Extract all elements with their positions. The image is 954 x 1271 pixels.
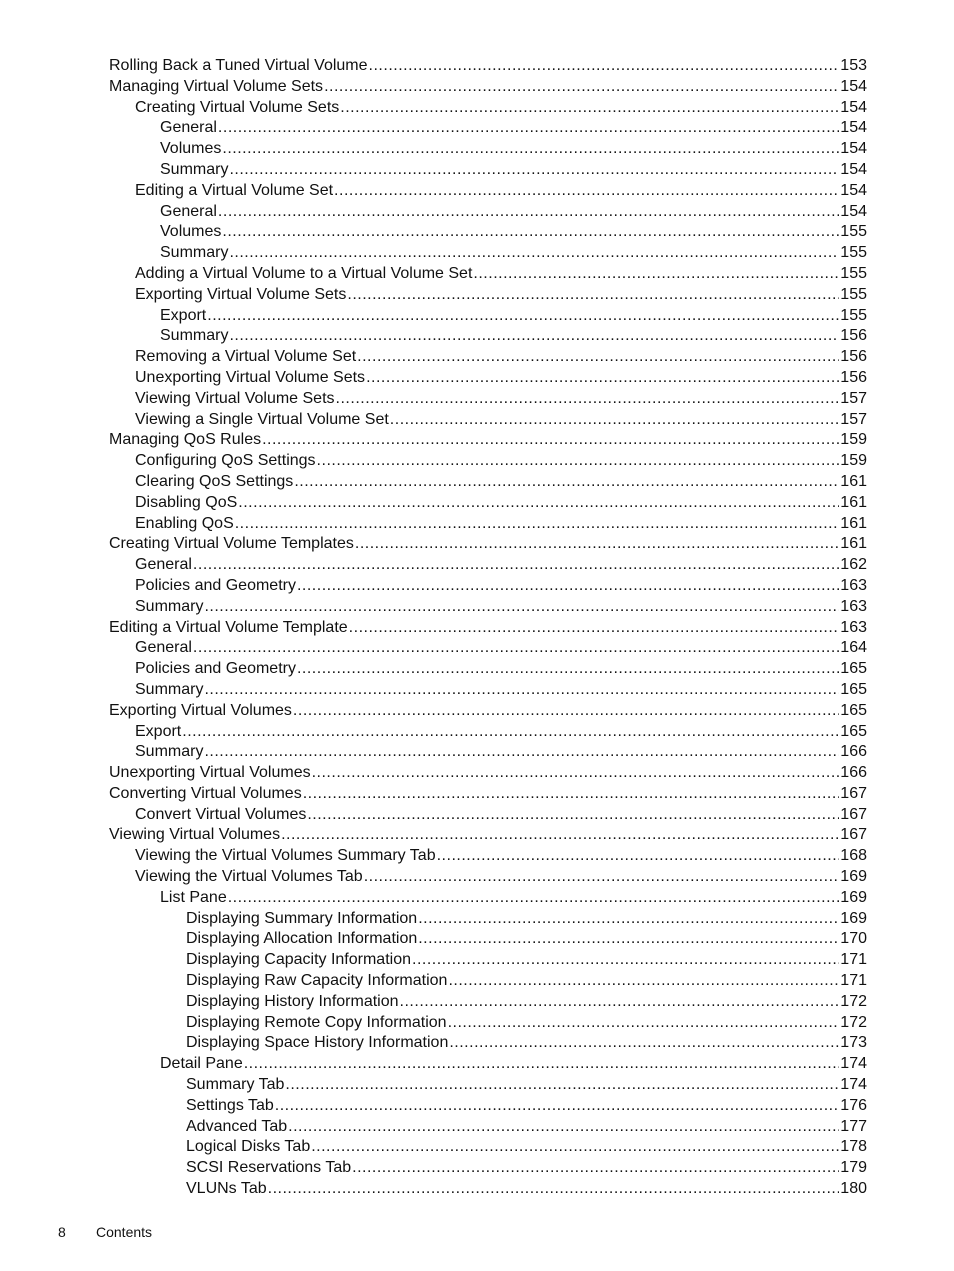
toc-dot-leader [307, 805, 839, 826]
toc-entry[interactable] [109, 576, 867, 597]
toc-entry-page-number: 165 [840, 680, 867, 698]
toc-entry[interactable] [109, 825, 867, 846]
toc-entry[interactable] [109, 805, 867, 826]
toc-dot-leader [222, 222, 839, 243]
toc-entry[interactable] [109, 389, 867, 410]
toc-entry-title: Convert Virtual Volumes [135, 805, 307, 823]
toc-entry[interactable] [109, 555, 867, 576]
toc-entry[interactable] [109, 118, 867, 139]
toc-entry-title: Unexporting Virtual Volumes [109, 764, 311, 782]
toc-entry[interactable] [109, 347, 867, 368]
toc-entry-title: General [160, 119, 217, 137]
toc-entry-page-number: 154 [840, 98, 867, 116]
toc-entry[interactable] [109, 1137, 867, 1158]
toc-entry-page-number: 159 [840, 452, 867, 470]
toc-entry-page-number: 172 [840, 1013, 867, 1031]
toc-entry-page-number: 163 [840, 618, 867, 636]
toc-entry[interactable] [109, 139, 867, 160]
toc-dot-leader [364, 867, 840, 888]
toc-entry[interactable] [109, 1075, 867, 1096]
toc-entry[interactable] [109, 326, 867, 347]
toc-dot-leader [357, 347, 839, 368]
toc-entry-page-number: 161 [840, 535, 867, 553]
toc-entry[interactable] [109, 618, 867, 639]
toc-entry-title: Volumes [160, 140, 222, 158]
toc-dot-leader [412, 950, 839, 971]
toc-entry-title: Summary [160, 327, 229, 345]
toc-entry[interactable] [109, 597, 867, 618]
toc-dot-leader [204, 680, 839, 701]
toc-entry-title: Creating Virtual Volume Templates [109, 535, 354, 553]
toc-entry[interactable] [109, 410, 867, 431]
toc-entry-title: Disabling QoS [135, 493, 238, 511]
toc-entry-title: Summary [160, 160, 229, 178]
toc-entry-title: Viewing the Virtual Volumes Tab [135, 868, 363, 886]
toc-entry-page-number: 173 [840, 1034, 867, 1052]
footer-page-number: 8 [58, 1224, 66, 1240]
toc-dot-leader [218, 118, 839, 139]
toc-entry-page-number: 163 [840, 576, 867, 594]
toc-entry[interactable] [109, 368, 867, 389]
toc-dot-leader [222, 139, 839, 160]
toc-entry[interactable] [109, 181, 867, 202]
toc-entry-page-number: 155 [840, 306, 867, 324]
toc-entry[interactable] [109, 285, 867, 306]
toc-entry-page-number: 155 [840, 285, 867, 303]
toc-entry-page-number: 153 [840, 57, 867, 74]
toc-dot-leader [473, 264, 839, 285]
toc-entry[interactable] [109, 950, 867, 971]
toc-entry[interactable] [109, 306, 867, 327]
toc-dot-leader [285, 1075, 839, 1096]
toc-dot-leader [340, 98, 839, 119]
toc-entry-page-number: 155 [840, 223, 867, 241]
toc-dot-leader [229, 243, 839, 264]
toc-entry[interactable] [109, 638, 867, 659]
toc-entry-title: Managing QoS Rules [109, 431, 262, 449]
toc-dot-leader [400, 992, 840, 1013]
toc-entry-page-number: 167 [840, 826, 867, 844]
toc-entry-page-number: 167 [840, 784, 867, 802]
toc-dot-leader [336, 389, 840, 410]
toc-entry-page-number: 169 [840, 868, 867, 886]
toc-entry-page-number: 171 [840, 972, 867, 990]
toc-entry-page-number: 165 [840, 701, 867, 719]
toc-entry[interactable] [109, 1158, 867, 1179]
toc-entry-page-number: 154 [840, 77, 867, 95]
toc-entry-page-number: 161 [840, 514, 867, 532]
toc-entry-page-number: 179 [840, 1159, 867, 1177]
toc-entry-title: Adding a Virtual Volume to a Virtual Volume Set [135, 264, 473, 282]
toc-entry-page-number: 154 [840, 181, 867, 199]
toc-entry-page-number: 165 [840, 722, 867, 740]
toc-entry[interactable] [109, 493, 867, 514]
toc-dot-leader [297, 659, 839, 680]
toc-entry-page-number: 174 [840, 1076, 867, 1094]
toc-entry-page-number: 172 [840, 992, 867, 1010]
toc-dot-leader [288, 1117, 839, 1138]
toc-entry-page-number: 170 [840, 930, 867, 948]
toc-entry-title: Configuring QoS Settings [135, 452, 316, 470]
toc-entry-title: Displaying Raw Capacity Information [186, 972, 448, 990]
toc-entry[interactable] [109, 1054, 867, 1075]
toc-entry-title: Displaying Capacity Information [186, 951, 411, 969]
toc-entry-title: Managing Virtual Volume Sets [109, 77, 324, 95]
toc-entry-page-number: 168 [840, 847, 867, 865]
toc-dot-leader [238, 493, 839, 514]
toc-entry[interactable] [109, 784, 867, 805]
toc-entry[interactable] [109, 992, 867, 1013]
toc-entry-title: Viewing Virtual Volume Sets [135, 389, 335, 407]
toc-dot-leader [448, 1013, 840, 1034]
toc-entry-page-number: 169 [840, 888, 867, 906]
toc-entry[interactable] [109, 701, 867, 722]
toc-entry[interactable] [109, 264, 867, 285]
toc-entry-title: Displaying Summary Information [186, 909, 418, 927]
toc-entry[interactable] [109, 742, 867, 763]
toc-entry[interactable] [109, 888, 867, 909]
toc-entry-title: Enabling QoS [135, 514, 234, 532]
toc-dot-leader [193, 555, 839, 576]
toc-dot-leader [275, 1096, 840, 1117]
toc-entry[interactable] [109, 514, 867, 535]
toc-entry-title: Advanced Tab [186, 1117, 288, 1135]
toc-entry-page-number: 155 [840, 264, 867, 282]
toc-entry[interactable] [109, 160, 867, 181]
toc-entry-page-number: 155 [840, 244, 867, 262]
toc-entry-page-number: 161 [840, 493, 867, 511]
toc-entry-title: General [135, 639, 192, 657]
toc-entry-title: Displaying Remote Copy Information [186, 1013, 447, 1031]
toc-dot-leader [355, 534, 839, 555]
toc-entry[interactable] [109, 909, 867, 930]
toc-entry-title: Viewing Virtual Volumes [109, 826, 281, 844]
toc-dot-leader [349, 618, 840, 639]
toc-entry-title: Displaying History Information [186, 992, 399, 1010]
toc-entry-page-number: 163 [840, 597, 867, 615]
toc-dot-leader [235, 514, 840, 535]
toc-dot-leader [182, 722, 839, 743]
toc-entry-page-number: 164 [840, 639, 867, 657]
toc-entry-title: Rolling Back a Tuned Virtual Volume [109, 57, 368, 74]
toc-entry-title: Converting Virtual Volumes [109, 784, 302, 802]
toc-dot-leader [268, 1179, 840, 1200]
toc-dot-leader [244, 1054, 840, 1075]
toc-entry-title: Policies and Geometry [135, 576, 296, 594]
toc-entry-title: Editing a Virtual Volume Set [135, 181, 334, 199]
toc-dot-leader [347, 285, 839, 306]
toc-dot-leader [262, 430, 839, 451]
toc-dot-leader [303, 784, 840, 805]
toc-entry[interactable] [109, 222, 867, 243]
toc-entry[interactable] [109, 846, 867, 867]
toc-entry-page-number: 157 [840, 410, 867, 428]
toc-dot-leader [324, 77, 839, 98]
toc-entry-page-number: 178 [840, 1138, 867, 1156]
toc-dot-leader [449, 1033, 839, 1054]
toc-entry-page-number: 177 [840, 1117, 867, 1135]
toc-dot-leader [204, 597, 839, 618]
toc-entry-title: Displaying Allocation Information [186, 930, 418, 948]
toc-entry-title: Exporting Virtual Volumes [109, 701, 292, 719]
toc-entry-title: Logical Disks Tab [186, 1138, 311, 1156]
toc-entry-title: List Pane [160, 888, 227, 906]
toc-entry[interactable] [109, 680, 867, 701]
toc-entry[interactable] [109, 1117, 867, 1138]
toc-entry-page-number: 154 [840, 202, 867, 220]
toc-entry-page-number: 166 [840, 743, 867, 761]
toc-entry-page-number: 167 [840, 805, 867, 823]
toc-entry[interactable] [109, 867, 867, 888]
toc-entry-title: General [135, 556, 192, 574]
toc-entry-title: Unexporting Virtual Volume Sets [135, 368, 366, 386]
toc-entry[interactable] [109, 1179, 867, 1200]
toc-entry-title: Policies and Geometry [135, 660, 296, 678]
toc-dot-leader [369, 56, 840, 77]
toc-entry[interactable] [109, 929, 867, 950]
toc-entry-page-number: 165 [840, 660, 867, 678]
toc-entry[interactable] [109, 971, 867, 992]
toc-entry[interactable] [109, 243, 867, 264]
toc-entry-title: Creating Virtual Volume Sets [135, 98, 340, 116]
toc-entry-page-number: 156 [840, 348, 867, 366]
toc-entry-page-number: 154 [840, 160, 867, 178]
toc-dot-leader [334, 181, 839, 202]
toc-entry[interactable] [109, 1033, 867, 1054]
toc-dot-leader [437, 846, 840, 867]
toc-dot-leader [390, 410, 840, 431]
toc-entry-page-number: 157 [840, 389, 867, 407]
toc-dot-leader [418, 909, 839, 930]
toc-dot-leader [448, 971, 839, 992]
toc-entry[interactable] [109, 202, 867, 223]
toc-dot-leader [293, 701, 839, 722]
toc-dot-leader [352, 1158, 839, 1179]
toc-entry-title: General [160, 202, 217, 220]
toc-entry[interactable] [109, 1096, 867, 1117]
toc-entry-title: Summary Tab [186, 1076, 285, 1094]
toc-entry-title: Export [135, 722, 182, 740]
toc-entry-page-number: 166 [840, 764, 867, 782]
toc-entry[interactable] [109, 430, 867, 451]
toc-entry-title: Exporting Virtual Volume Sets [135, 285, 347, 303]
toc-entry[interactable] [109, 98, 867, 119]
toc-entry-title: Viewing the Virtual Volumes Summary Tab [135, 847, 436, 865]
toc-entry[interactable] [109, 77, 867, 98]
toc-entry-title: Displaying Space History Information [186, 1034, 449, 1052]
toc-entry-page-number: 176 [840, 1096, 867, 1114]
toc-entry-title: Export [160, 306, 207, 324]
toc-dot-leader [366, 368, 839, 389]
toc-entry[interactable] [109, 451, 867, 472]
toc-entry-title: Editing a Virtual Volume Template [109, 618, 348, 636]
toc-dot-leader [218, 202, 839, 223]
toc-dot-leader [207, 306, 839, 327]
toc-entry-page-number: 169 [840, 909, 867, 927]
toc-entry-page-number: 162 [840, 556, 867, 574]
toc-dot-leader [294, 472, 839, 493]
toc-entry-title: Viewing a Single Virtual Volume Set [135, 410, 389, 428]
toc-entry-page-number: 159 [840, 431, 867, 449]
toc-entry-page-number: 180 [840, 1180, 867, 1198]
toc-entry-title: SCSI Reservations Tab [186, 1159, 352, 1177]
toc-dot-leader [281, 825, 839, 846]
toc-entry-title: Summary [160, 244, 229, 262]
toc-entry-page-number: 161 [840, 472, 867, 490]
toc-dot-leader [312, 763, 840, 784]
toc-entry-title: Detail Pane [160, 1055, 243, 1073]
toc-dot-leader [311, 1137, 839, 1158]
toc-entry-page-number: 171 [840, 951, 867, 969]
toc-dot-leader [229, 160, 839, 181]
toc-entry-title: Settings Tab [186, 1096, 274, 1114]
toc-entry[interactable] [109, 722, 867, 743]
toc-entry-page-number: 154 [840, 140, 867, 158]
toc-entry-page-number: 156 [840, 327, 867, 345]
toc-entry-title: Volumes [160, 223, 222, 241]
toc-entry[interactable] [109, 534, 867, 555]
toc-dot-leader [229, 326, 839, 347]
toc-entry-title: Clearing QoS Settings [135, 472, 294, 490]
toc-entry[interactable] [109, 56, 867, 77]
toc-entry[interactable] [109, 659, 867, 680]
toc-entry-page-number: 156 [840, 368, 867, 386]
toc-entry-title: Removing a Virtual Volume Set [135, 348, 357, 366]
toc-dot-leader [228, 888, 840, 909]
toc-dot-leader [204, 742, 839, 763]
toc-entry-title: Summary [135, 680, 204, 698]
toc-entry-page-number: 174 [840, 1055, 867, 1073]
toc-dot-leader [193, 638, 839, 659]
toc-dot-leader [418, 929, 839, 950]
table-of-contents [109, 56, 867, 1200]
toc-entry-title: Summary [135, 743, 204, 761]
toc-entry-title: Summary [135, 597, 204, 615]
toc-dot-leader [297, 576, 839, 597]
toc-entry[interactable] [109, 1013, 867, 1034]
toc-entry[interactable] [109, 763, 867, 784]
toc-entry[interactable] [109, 472, 867, 493]
toc-entry-title: VLUNs Tab [186, 1180, 267, 1198]
toc-dot-leader [317, 451, 840, 472]
footer-section-label: Contents [96, 1224, 153, 1240]
toc-entry-page-number: 154 [840, 119, 867, 137]
